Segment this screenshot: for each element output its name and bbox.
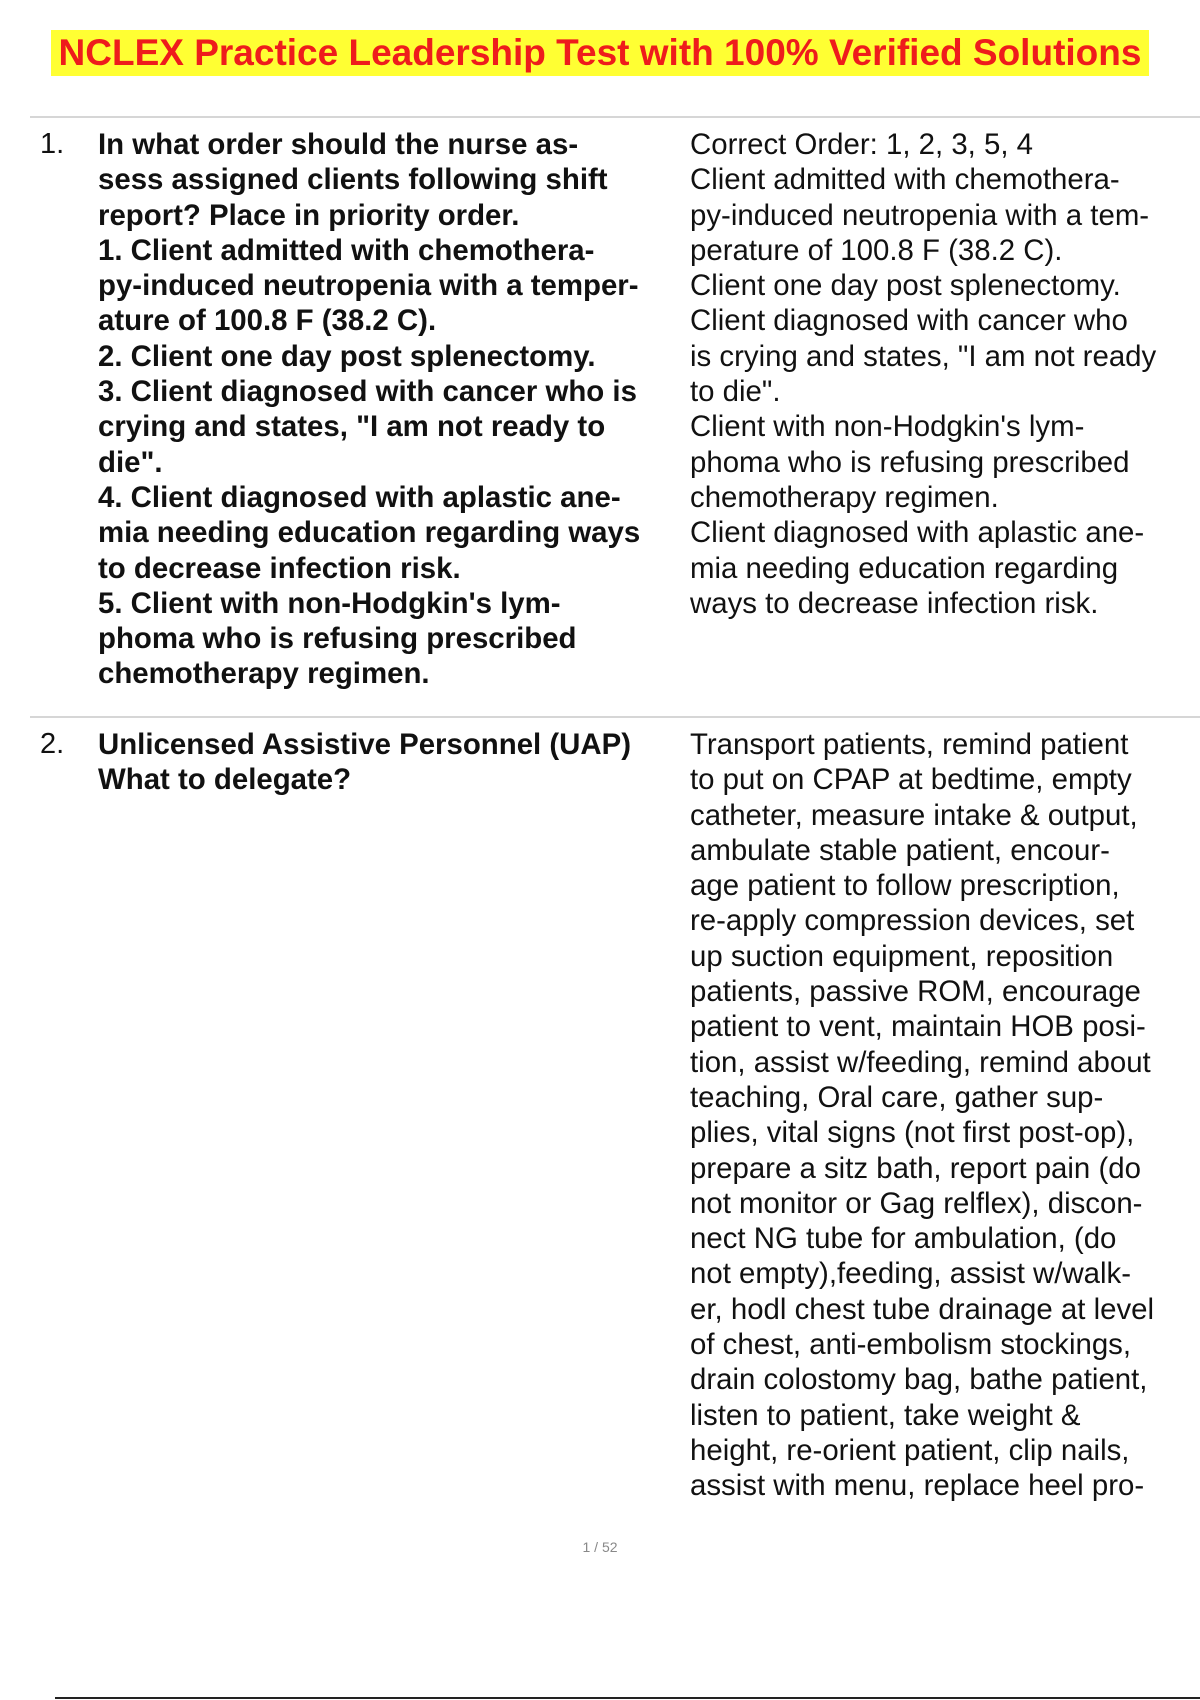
answer-text (690, 727, 1195, 1504)
question-line: 3. Client diagnosed with cancer who is (98, 375, 637, 409)
question-line: phoma who is refusing prescribed (98, 622, 577, 656)
answer-line: mia needing education regarding (690, 551, 1119, 585)
answer-line: ways to decrease infection risk. (690, 586, 1099, 620)
answer-line: age patient to follow prescription, (690, 869, 1120, 903)
answer-line: patient to vent, maintain HOB posi- (690, 1010, 1146, 1044)
answer-line: assist with menu, replace heel pro- (690, 1469, 1145, 1503)
answer-line: Transport patients, remind patient (690, 728, 1129, 761)
answer-line: Client diagnosed with aplastic ane- (690, 516, 1145, 550)
answer-line: Client one day post splenectomy. (690, 269, 1121, 303)
answer-line: up suction equipment, reposition (690, 939, 1114, 973)
answer-line: Client admitted with chemothera- (690, 163, 1120, 197)
answer-line: is crying and states, "I am not ready (690, 339, 1157, 373)
answer-line: prepare a sitz bath, report pain (do (690, 1151, 1141, 1185)
question-line: What to delegate? (98, 763, 352, 797)
answer-text (690, 127, 1195, 621)
question-line: to decrease infection risk. (98, 551, 461, 585)
question-line: 5. Client with non-Hodgkin's lym- (98, 586, 561, 620)
answer-line: ambulate stable patient, encour- (690, 833, 1110, 867)
footer-rule (55, 1697, 1200, 1699)
answer-line: re-apply compression devices, set (690, 904, 1135, 938)
answer-line: catheter, measure intake & output, (690, 798, 1138, 832)
question-line: In what order should the nurse as- (98, 128, 579, 161)
page-number: 1 / 52 (582, 1539, 618, 1555)
answer-line: er, hodl chest tube drainage at level (690, 1292, 1155, 1326)
answer-line: Correct Order: 1, 2, 3, 5, 4 (690, 128, 1034, 161)
question-line: chemotherapy regimen. (98, 657, 430, 691)
answer-line: of chest, anti-embolism stockings, (690, 1328, 1132, 1362)
page-title-container (0, 30, 1200, 76)
question-text (98, 127, 683, 692)
answer-line: not empty),feeding, assist w/walk- (690, 1257, 1132, 1291)
question-line: py-induced neutropenia with a temper- (98, 269, 639, 303)
question-number: 2. (40, 728, 65, 760)
divider (30, 716, 1200, 718)
answer-line: to put on CPAP at bedtime, empty (690, 763, 1132, 797)
question-line: 1. Client admitted with chemothera- (98, 233, 595, 267)
answer-line: Client with non-Hodgkin's lym- (690, 410, 1085, 444)
answer-line: teaching, Oral care, gather sup- (690, 1080, 1104, 1114)
question-line: ature of 100.8 F (38.2 C). (98, 304, 437, 338)
question-line: crying and states, "I am not ready to (98, 410, 606, 444)
answer-line: listen to patient, take weight & (690, 1398, 1081, 1432)
page-title: NCLEX Practice Leadership Test with 100% Verified Solutions (51, 30, 1150, 76)
question-line: mia needing education regarding ways (98, 516, 641, 550)
answer-line: tion, assist w/feeding, remind about (690, 1045, 1151, 1079)
question-line: 4. Client diagnosed with aplastic ane- (98, 480, 621, 514)
answer-line: perature of 100.8 F (38.2 C). (690, 233, 1063, 267)
question-line: report? Place in priority order. (98, 198, 520, 232)
answer-line: Client diagnosed with cancer who (690, 304, 1128, 338)
question-line: sess assigned clients following shift (98, 163, 608, 197)
answer-line: phoma who is refusing prescribed (690, 445, 1130, 479)
answer-line: nect NG tube for ambulation, (do (690, 1222, 1117, 1256)
answer-line: height, re-orient patient, clip nails, (690, 1433, 1130, 1467)
answer-line: drain colostomy bag, bathe patient, (690, 1363, 1148, 1397)
answer-line: chemotherapy regimen. (690, 480, 999, 514)
divider (30, 116, 1200, 118)
answer-line: py-induced neutropenia with a tem- (690, 198, 1150, 232)
answer-line: not monitor or Gag relflex), discon- (690, 1186, 1143, 1220)
question-line: die". (98, 445, 163, 479)
answer-line: plies, vital signs (not first post-op), (690, 1116, 1135, 1150)
question-line: Unlicensed Assistive Personnel (UAP) (98, 728, 632, 761)
question-number: 1. (40, 128, 65, 160)
question-line: 2. Client one day post splenectomy. (98, 339, 596, 373)
question-text (98, 727, 683, 798)
answer-line: to die". (690, 375, 781, 409)
answer-line: patients, passive ROM, encourage (690, 975, 1141, 1009)
